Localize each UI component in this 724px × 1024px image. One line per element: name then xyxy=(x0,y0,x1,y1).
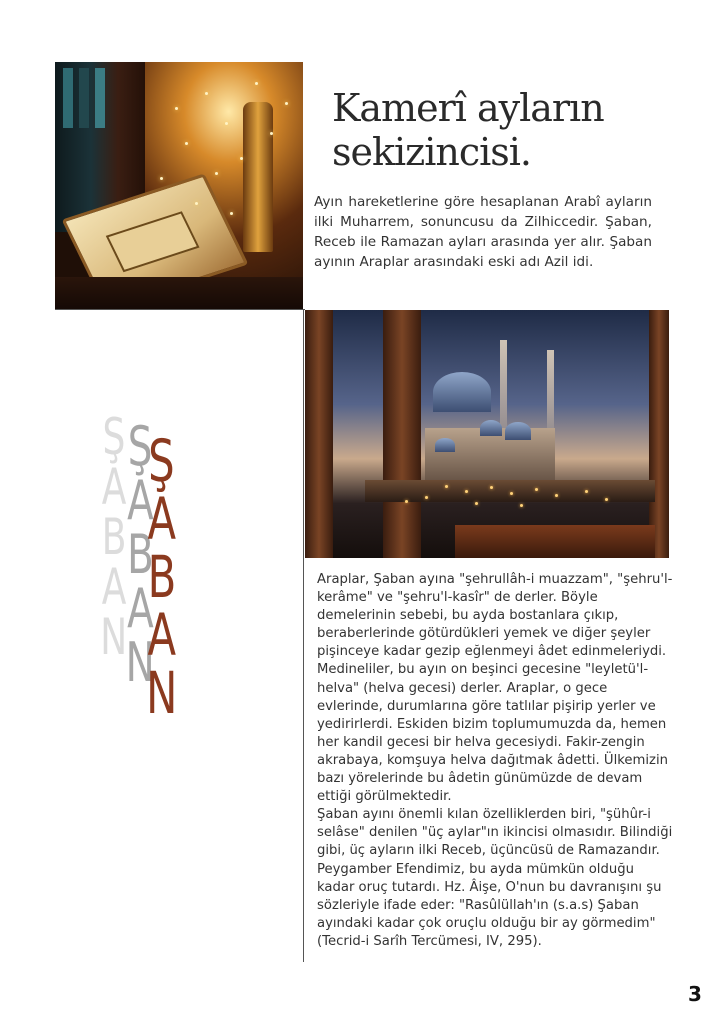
vertical-word-brown: Ş A B A N xyxy=(146,427,178,727)
main-dome xyxy=(433,372,491,412)
vertical-word-light: Ş A B A N xyxy=(100,408,128,666)
body-paragraph-2: Şaban ayını önemli kılan özelliklerden biri, "şühûr-i selâse" denilen "üç aylar"ın ikincisi olmasıdır. Bilindiği gibi, üç ayların ilki Receb, üçüncüsü de Ramazandır. xyxy=(317,807,673,859)
divider-vertical xyxy=(303,310,304,962)
body-text xyxy=(317,571,673,951)
body-paragraph-1: Araplar, Şaban ayına "şehrullâh-i muazzam", "şehru'l-kerâme" ve "şehru'l-kasîr" de derler. Böyle demelerinin sebebi, bu ayda bostanlara çıkıp, beraberlerinde götürdükleri yemek ve diğer şeyler pişinceye kadar gezip eğlenmeyi âdet edinmeleriydi. Medineliler, bu ayın on beşinci gecesine "leyletü'l-helva" (helva gecesi) derler. Araplar, o gece evlerinde, durumlarına göre tatlılar pişirip yerler ve yedirirlerdi. Eskiden bizim toplumumuzda da, hemen her kandil gecesi bir helva gecesiydi. Fakir-zengin akrabaya, komşuya helva dağıtmak âdetti. Ülkemizin bazı yörelerinde bu âdetin günümüzde de devam ettiği görülmektedir. xyxy=(317,572,673,805)
arch-pillar-left xyxy=(305,310,333,558)
table-surface xyxy=(55,277,303,310)
divider-top xyxy=(55,309,305,310)
vertical-word-gray: Ş A B A N xyxy=(125,415,155,694)
mosque-photo xyxy=(305,310,669,558)
page-title: Kamerî ayların sekizincisi. xyxy=(332,86,604,174)
quran-photo xyxy=(55,62,303,310)
body-paragraph-3: Peygamber Efendimiz, bu ayda mümkün olduğu kadar oruç tutardı. Hz. Âişe, O'nun bu davranışını şu sözleriyle ifade eder: "Rasûlüllah'ın (s.a.s) Şaban ayındaki kadar çok oruçlu olduğu bir ay görmedim" (Tecrid-i Sarîh Tercümesi, IV, 295). xyxy=(317,861,662,949)
intro-paragraph: Ayın hareketlerine göre hesaplanan Arabî ayların ilki Muharrem, sonuncusu da Zilhiccedir. Şaban, Receb ile Ramazan ayları arasında yer alır. Şaban ayının Araplar arasındaki eski adı Azil idi. xyxy=(314,194,652,270)
arch-pillar-right xyxy=(649,310,669,558)
lamp xyxy=(243,102,273,252)
arch-pillar-center xyxy=(383,310,421,558)
page-number: 3 xyxy=(688,982,702,1006)
